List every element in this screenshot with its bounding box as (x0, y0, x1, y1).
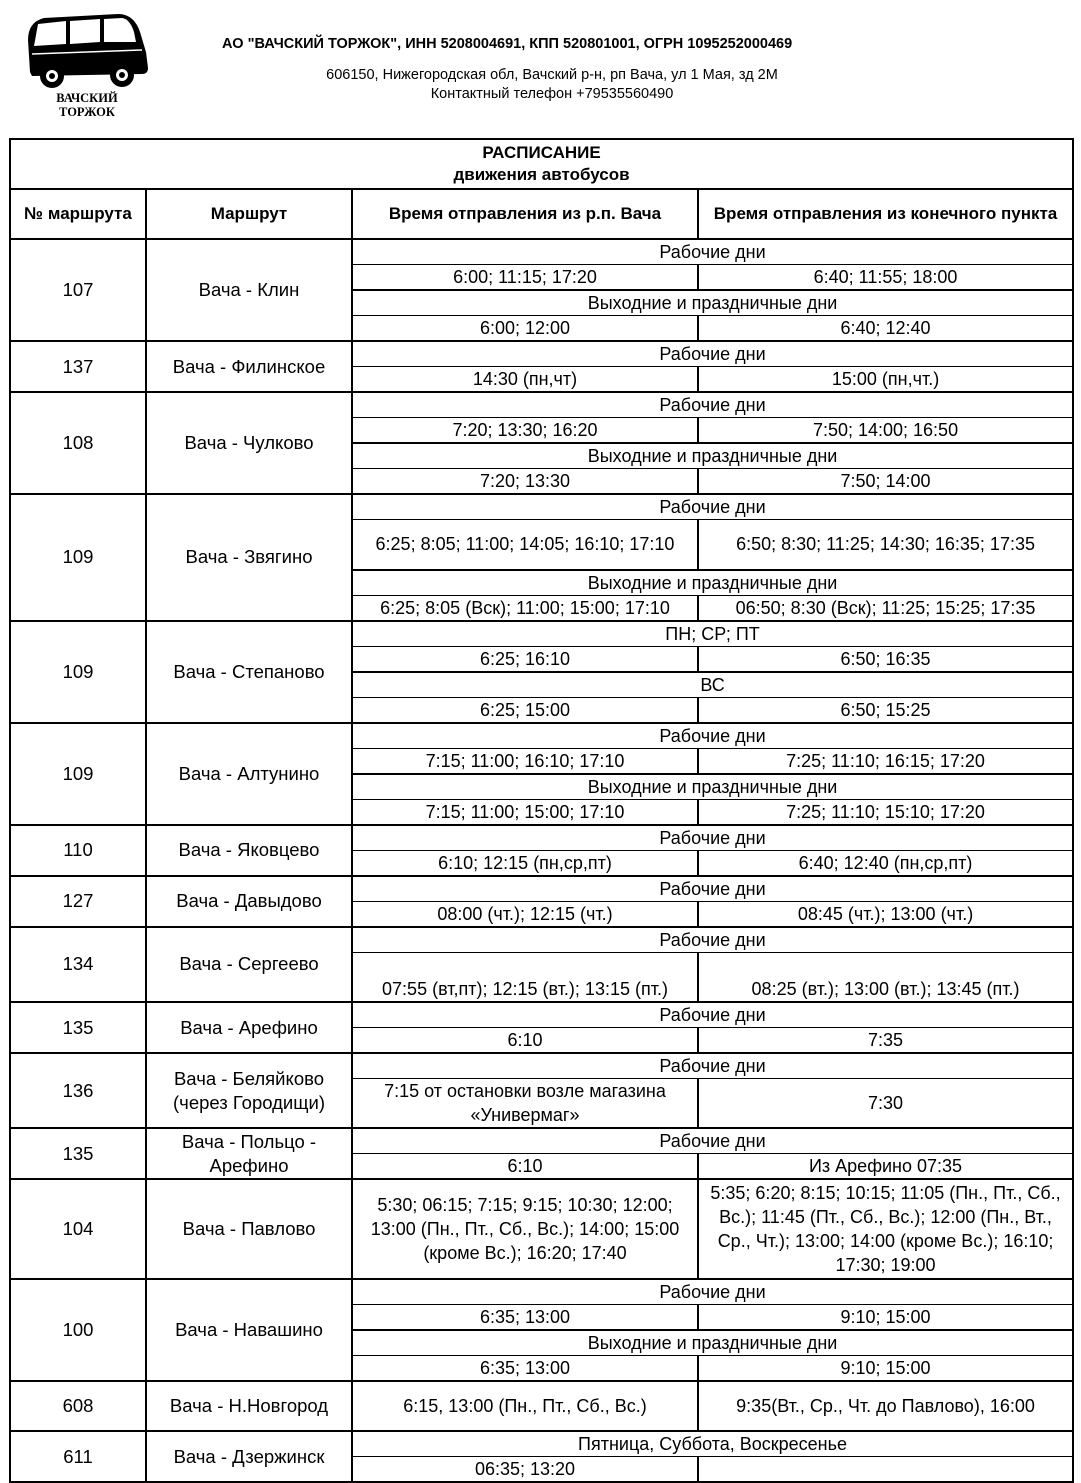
route-number: 136 (10, 1053, 146, 1128)
departure-from-end: 6:40; 12:40 (пн,ср,пт) (698, 850, 1073, 876)
day-type-label: Рабочие дни (352, 927, 1073, 953)
route-number: 608 (10, 1381, 146, 1431)
document-header (0, 0, 1081, 130)
departure-from-end: 7:25; 11:10; 15:10; 17:20 (698, 799, 1073, 825)
day-type-label: Рабочие дни (352, 876, 1073, 902)
departure-from-end: 6:50; 15:25 (698, 697, 1073, 723)
table-title (10, 139, 1073, 189)
departure-from-end: 7:35 (698, 1028, 1073, 1054)
departure-from-end: 06:50; 8:30 (Вск); 11:25; 15:25; 17:35 (698, 595, 1073, 621)
schedule-label-row (10, 341, 1073, 367)
departure-from-vacha: 6:25; 16:10 (352, 646, 698, 672)
route-name: Вача - Звягино (146, 494, 352, 621)
route-number: 100 (10, 1279, 146, 1381)
schedule-label-row (10, 494, 1073, 520)
departure-from-vacha: 7:20; 13:30; 16:20 (352, 418, 698, 444)
day-type-label: Рабочие дни (352, 1128, 1073, 1154)
title-line2: движения автобусов (453, 165, 630, 184)
departure-from-vacha: 6:35; 13:00 (352, 1356, 698, 1382)
departure-from-vacha: 7:20; 13:30 (352, 469, 698, 495)
column-header-from-vacha: Время отправления из р.п. Вача (352, 189, 698, 239)
departure-from-vacha: 08:00 (чт.); 12:15 (чт.) (352, 901, 698, 927)
departure-from-end: 9:35(Вт., Ср., Чт. до Павлово), 16:00 (698, 1381, 1073, 1431)
schedule-label-row (10, 1128, 1073, 1154)
schedule-label-row (10, 1431, 1073, 1457)
departure-from-end: 7:50; 14:00 (698, 469, 1073, 495)
day-type-label: Рабочие дни (352, 723, 1073, 749)
schedule-label-row (10, 876, 1073, 902)
day-type-label: Рабочие дни (352, 1279, 1073, 1305)
departure-from-end: 15:00 (пн,чт.) (698, 367, 1073, 393)
column-header-route: Маршрут (146, 189, 352, 239)
departure-from-vacha: 6:35; 13:00 (352, 1305, 698, 1331)
day-type-label: Выходние и праздничные дни (352, 443, 1073, 469)
route-number: 611 (10, 1431, 146, 1482)
route-name: Вача - Филинское (146, 341, 352, 392)
departure-from-end: 5:35; 6:20; 8:15; 10:15; 11:05 (Пн., Пт., Сб., Вс.); 11:45 (Пт., Сб., Вс.); 12:00 (Пн., Вт., Ср., Чт.); 13:00; 14:00 (кроме Вс.); 16:10; 17:30; 19:00 (698, 1179, 1073, 1279)
departure-from-end: Из Арефино 07:35 (698, 1154, 1073, 1180)
departure-from-vacha: 14:30 (пн,чт) (352, 367, 698, 393)
route-number: 104 (10, 1179, 146, 1279)
route-name: Вача - Клин (146, 239, 352, 341)
departure-from-end: 6:50; 16:35 (698, 646, 1073, 672)
route-number: 135 (10, 1128, 146, 1179)
schedule-label-row (10, 621, 1073, 647)
route-name: Вача - Чулково (146, 392, 352, 494)
route-name: Вача - Арефино (146, 1002, 352, 1053)
departure-from-vacha: 6:10 (352, 1154, 698, 1180)
schedule-times-row (10, 1179, 1073, 1279)
route-name: Вача - Сергеево (146, 927, 352, 1003)
day-type-label: ПН; СР; ПТ (352, 621, 1073, 647)
departure-from-vacha: 6:15, 13:00 (Пн., Пт., Сб., Вс.) (352, 1381, 698, 1431)
route-name: Вача - Навашино (146, 1279, 352, 1381)
departure-from-end (698, 1457, 1073, 1483)
day-type-label: Рабочие дни (352, 392, 1073, 418)
day-type-label: Рабочие дни (352, 494, 1073, 520)
day-type-label: Рабочие дни (352, 239, 1073, 265)
day-type-label: ВС (352, 672, 1073, 698)
header-row (10, 189, 1073, 239)
departure-from-end: 7:25; 11:10; 16:15; 17:20 (698, 748, 1073, 774)
route-number: 107 (10, 239, 146, 341)
route-name: Вача - Польцо - Арефино (146, 1128, 352, 1179)
route-number: 109 (10, 723, 146, 825)
route-name: Вача - Степаново (146, 621, 352, 723)
departure-from-end: 9:10; 15:00 (698, 1356, 1073, 1382)
company-address: 606150, Нижегородская обл, Вачский р-н, рп Вача, ул 1 Мая, зд 2М (326, 67, 778, 83)
departure-from-vacha: 6:25; 8:05; 11:00; 14:05; 16:10; 17:10 (352, 520, 698, 570)
company-logo (22, 10, 152, 122)
schedule-label-row (10, 723, 1073, 749)
route-number: 108 (10, 392, 146, 494)
departure-from-vacha: 6:10; 12:15 (пн,ср,пт) (352, 850, 698, 876)
schedule-label-row (10, 1279, 1073, 1305)
route-number: 110 (10, 825, 146, 876)
route-number: 109 (10, 621, 146, 723)
day-type-label: Выходние и праздничные дни (352, 774, 1073, 800)
schedule-times-row (10, 1381, 1073, 1431)
route-name: Вача - Алтунино (146, 723, 352, 825)
route-number: 109 (10, 494, 146, 621)
departure-from-vacha: 5:30; 06:15; 7:15; 9:15; 10:30; 12:00; 13:00 (Пн., Пт., Сб., Вс.); 14:00; 15:00 (кроме Вс.); 16:20; 17:40 (352, 1179, 698, 1279)
contact-phone: Контактный телефон +79535560490 (430, 86, 674, 102)
day-type-label: Рабочие дни (352, 1053, 1073, 1079)
schedule-body (10, 239, 1073, 1482)
schedule-label-row (10, 1053, 1073, 1079)
route-name: Вача - Давыдово (146, 876, 352, 927)
departure-from-end: 7:50; 14:00; 16:50 (698, 418, 1073, 444)
minibus-icon (22, 10, 152, 92)
departure-from-end: 08:45 (чт.); 13:00 (чт.) (698, 901, 1073, 927)
schedule-label-row (10, 927, 1073, 953)
route-name: Вача - Дзержинск (146, 1431, 352, 1482)
day-type-label: Выходние и праздничные дни (352, 1330, 1073, 1356)
schedule-label-row (10, 239, 1073, 265)
logo-line1: ВАЧСКИЙ (56, 91, 118, 105)
departure-from-end: 08:25 (вт.); 13:00 (вт.); 13:45 (пт.) (698, 952, 1073, 1002)
departure-from-vacha: 07:55 (вт,пт); 12:15 (вт.); 13:15 (пт.) (352, 952, 698, 1002)
day-type-label: Выходние и праздничные дни (352, 570, 1073, 596)
day-type-label: Рабочие дни (352, 1002, 1073, 1028)
departure-from-end: 7:30 (698, 1079, 1073, 1129)
title-row (10, 139, 1073, 189)
logo-line2: ТОРЖОК (59, 105, 115, 119)
day-type-label: Рабочие дни (352, 825, 1073, 851)
departure-from-end: 6:40; 11:55; 18:00 (698, 265, 1073, 291)
bus-schedule-table (9, 138, 1074, 1483)
departure-from-end: 6:40; 12:40 (698, 316, 1073, 342)
departure-from-vacha: 6:25; 15:00 (352, 697, 698, 723)
schedule-label-row (10, 825, 1073, 851)
route-name: Вача - Павлово (146, 1179, 352, 1279)
departure-from-end: 6:50; 8:30; 11:25; 14:30; 16:35; 17:35 (698, 520, 1073, 570)
schedule-label-row (10, 392, 1073, 418)
departure-from-vacha: 7:15; 11:00; 15:00; 17:10 (352, 799, 698, 825)
departure-from-vacha: 7:15; 11:00; 16:10; 17:10 (352, 748, 698, 774)
day-type-label: Выходние и праздничные дни (352, 290, 1073, 316)
day-type-label: Рабочие дни (352, 341, 1073, 367)
departure-from-end: 9:10; 15:00 (698, 1305, 1073, 1331)
company-details: АО "ВАЧСКИЙ ТОРЖОК", ИНН 5208004691, КПП 520801001, ОГРН 1095252000469 (222, 36, 793, 52)
departure-from-vacha: 7:15 от остановки возле магазина «Универмаг» (352, 1079, 698, 1129)
route-name: Вача - Беляйково (через Городищи) (146, 1053, 352, 1128)
departure-from-vacha: 06:35; 13:20 (352, 1457, 698, 1483)
route-number: 127 (10, 876, 146, 927)
route-name: Вача - Яковцево (146, 825, 352, 876)
route-number: 137 (10, 341, 146, 392)
departure-from-vacha: 6:00; 11:15; 17:20 (352, 265, 698, 291)
title-line1: РАСПИСАНИЕ (482, 143, 601, 162)
column-header-number: № маршрута (10, 189, 146, 239)
departure-from-vacha: 6:25; 8:05 (Вск); 11:00; 15:00; 17:10 (352, 595, 698, 621)
route-number: 135 (10, 1002, 146, 1053)
departure-from-vacha: 6:00; 12:00 (352, 316, 698, 342)
route-name: Вача - Н.Новгород (146, 1381, 352, 1431)
column-header-from-end: Время отправления из конечного пункта (698, 189, 1073, 239)
departure-from-vacha: 6:10 (352, 1028, 698, 1054)
schedule-label-row (10, 1002, 1073, 1028)
route-number: 134 (10, 927, 146, 1003)
day-type-label: Пятница, Суббота, Воскресенье (352, 1431, 1073, 1457)
